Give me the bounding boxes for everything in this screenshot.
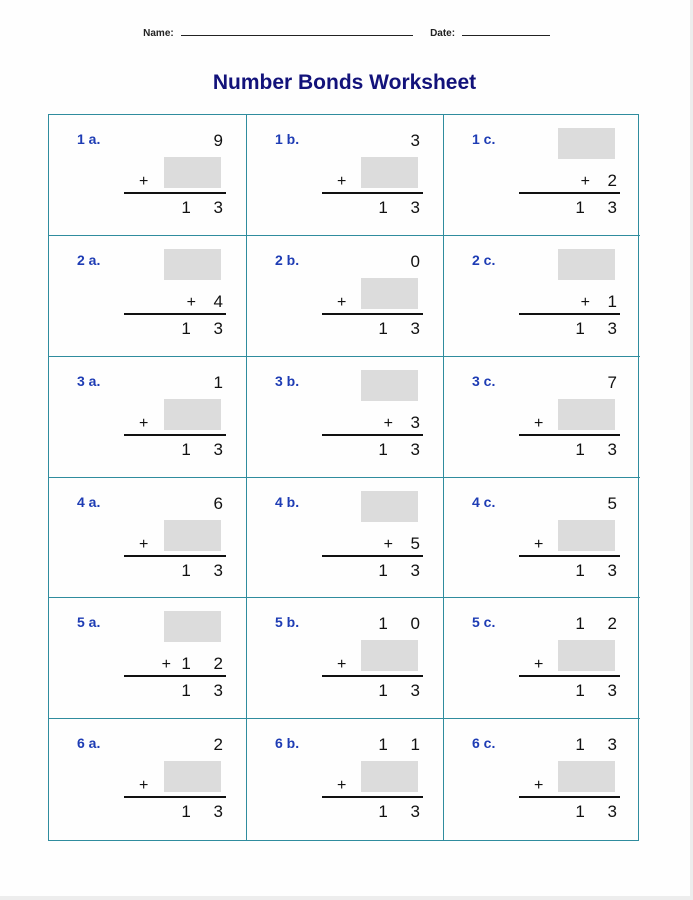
- plus-sign: +: [337, 293, 347, 311]
- answer-box[interactable]: [558, 249, 615, 280]
- plus-sign: +: [337, 173, 347, 190]
- answer-box[interactable]: [164, 611, 221, 642]
- addend-value: 2: [607, 171, 626, 190]
- answer-box[interactable]: [558, 520, 615, 551]
- problem-cell: [444, 478, 640, 599]
- addend-value: 1 3: [575, 735, 626, 755]
- problem-cell: [247, 719, 444, 840]
- sum-value: 1 3: [378, 439, 429, 459]
- problem-cell: [247, 598, 444, 719]
- problem-cell: [247, 478, 444, 599]
- sum-line: [519, 434, 620, 436]
- problem-label: 4 c.: [472, 493, 496, 510]
- date-field[interactable]: [462, 26, 550, 36]
- date-label: Date:: [430, 28, 456, 39]
- sum-value: 1 3: [181, 439, 232, 459]
- answer-box[interactable]: [164, 157, 221, 188]
- sum-value: 1 3: [575, 318, 626, 338]
- header: [0, 26, 693, 39]
- problem-cell: [49, 719, 247, 840]
- plus-sign: +: [580, 293, 590, 311]
- addend-value: 1: [607, 291, 626, 311]
- problem-label: 1 c.: [472, 131, 496, 147]
- addend-value: 1: [213, 372, 232, 392]
- addend-value: 5: [410, 533, 429, 553]
- addend-value: 3: [410, 131, 429, 150]
- sum-line: [519, 192, 620, 194]
- problem-label: 6 c.: [472, 735, 496, 752]
- problem-cell: [444, 598, 640, 719]
- problem-label: 3 c.: [472, 372, 496, 389]
- plus-sign: +: [139, 414, 149, 432]
- name-label: Name:: [143, 28, 174, 39]
- problem-label: 4 b.: [275, 493, 300, 510]
- addend-value: 6: [213, 493, 232, 513]
- answer-box[interactable]: [164, 249, 221, 280]
- problem-label: 3 a.: [77, 372, 101, 389]
- sum-line: [322, 313, 423, 315]
- sum-line: [124, 675, 226, 677]
- plus-sign: +: [337, 777, 347, 795]
- problem-cell: [49, 115, 247, 236]
- problem-label: 5 c.: [472, 614, 496, 631]
- problem-cell: [444, 357, 640, 478]
- addend-value: 1 1: [378, 735, 429, 755]
- sum-line: [322, 796, 423, 798]
- problem-label: 2 a.: [77, 251, 101, 268]
- problem-cell: [49, 478, 247, 599]
- sum-line: [519, 796, 620, 798]
- sum-line: [124, 192, 226, 194]
- answer-box[interactable]: [164, 761, 221, 792]
- addend-value: 2: [213, 735, 232, 755]
- problem-label: 1 a.: [77, 131, 101, 147]
- sum-value: 1 3: [575, 681, 626, 701]
- addend-value: 1 2: [181, 654, 232, 674]
- problem-cell: [49, 357, 247, 478]
- addend-value: 0: [410, 251, 429, 271]
- name-field[interactable]: [181, 26, 413, 36]
- addend-value: 1 0: [378, 614, 429, 634]
- sum-value: 1 3: [181, 560, 232, 580]
- problem-label: 6 a.: [77, 735, 101, 752]
- plus-sign: +: [337, 656, 347, 674]
- answer-box[interactable]: [361, 157, 418, 188]
- plus-sign: +: [383, 535, 393, 553]
- problem-cell: [247, 236, 444, 357]
- sum-line: [124, 555, 226, 557]
- sum-line: [322, 555, 423, 557]
- plus-sign: +: [139, 535, 149, 553]
- addend-value: 9: [213, 131, 232, 150]
- sum-line: [322, 192, 423, 194]
- sum-value: 1 3: [575, 439, 626, 459]
- sum-value: 1 3: [378, 681, 429, 701]
- problem-cell: [247, 357, 444, 478]
- addend-value: 7: [607, 372, 626, 392]
- problem-label: 4 a.: [77, 493, 101, 510]
- problem-label: 5 b.: [275, 614, 300, 631]
- answer-box[interactable]: [361, 761, 418, 792]
- answer-box[interactable]: [164, 520, 221, 551]
- sum-line: [519, 555, 620, 557]
- problem-grid: [48, 114, 639, 841]
- answer-box[interactable]: [558, 761, 615, 792]
- sum-line: [124, 796, 226, 798]
- plus-sign: +: [139, 777, 149, 795]
- answer-box[interactable]: [164, 399, 221, 430]
- answer-box[interactable]: [361, 491, 418, 522]
- sum-line: [322, 434, 423, 436]
- answer-box[interactable]: [558, 640, 615, 671]
- problem-label: 6 b.: [275, 735, 300, 752]
- problem-cell: [444, 719, 640, 840]
- page-title: Number Bonds Worksheet: [212, 71, 477, 94]
- addend-value: 3: [410, 412, 429, 432]
- problem-label: 3 b.: [275, 372, 300, 389]
- problem-label: 2 c.: [472, 251, 496, 268]
- sum-value: 1 3: [575, 198, 626, 217]
- sum-value: 1 3: [575, 802, 626, 822]
- answer-box[interactable]: [558, 399, 615, 430]
- problem-cell: [247, 115, 444, 236]
- sum-value: 1 3: [181, 802, 232, 822]
- problem-label: 2 b.: [275, 251, 300, 268]
- plus-sign: +: [139, 173, 149, 190]
- addend-value: 4: [213, 291, 232, 311]
- sum-value: 1 3: [181, 318, 232, 338]
- sum-line: [124, 313, 226, 315]
- plus-sign: +: [534, 414, 544, 432]
- sum-value: 1 3: [181, 198, 232, 217]
- sum-line: [322, 675, 423, 677]
- plus-sign: +: [534, 535, 544, 553]
- plus-sign: +: [534, 777, 544, 795]
- sum-line: [519, 675, 620, 677]
- sum-value: 1 3: [181, 681, 232, 701]
- answer-box[interactable]: [361, 640, 418, 671]
- answer-box[interactable]: [558, 128, 615, 159]
- sum-value: 1 3: [378, 318, 429, 338]
- answer-box[interactable]: [361, 278, 418, 309]
- plus-sign: +: [161, 656, 171, 674]
- plus-sign: +: [534, 656, 544, 674]
- problem-cell: [49, 598, 247, 719]
- sum-line: [124, 434, 226, 436]
- plus-sign: +: [383, 414, 393, 432]
- answer-box[interactable]: [361, 370, 418, 401]
- sum-value: 1 3: [378, 198, 429, 217]
- problem-label: 1 b.: [275, 131, 300, 147]
- sum-value: 1 3: [575, 560, 626, 580]
- addend-value: 1 2: [575, 614, 626, 634]
- sum-value: 1 3: [378, 802, 429, 822]
- problem-label: 5 a.: [77, 614, 101, 631]
- sum-value: 1 3: [378, 560, 429, 580]
- problem-cell: [444, 115, 640, 236]
- addend-value: 5: [607, 493, 626, 513]
- plus-sign: +: [186, 293, 196, 311]
- problem-cell: [444, 236, 640, 357]
- plus-sign: +: [580, 173, 590, 190]
- sum-line: [519, 313, 620, 315]
- problem-cell: [49, 236, 247, 357]
